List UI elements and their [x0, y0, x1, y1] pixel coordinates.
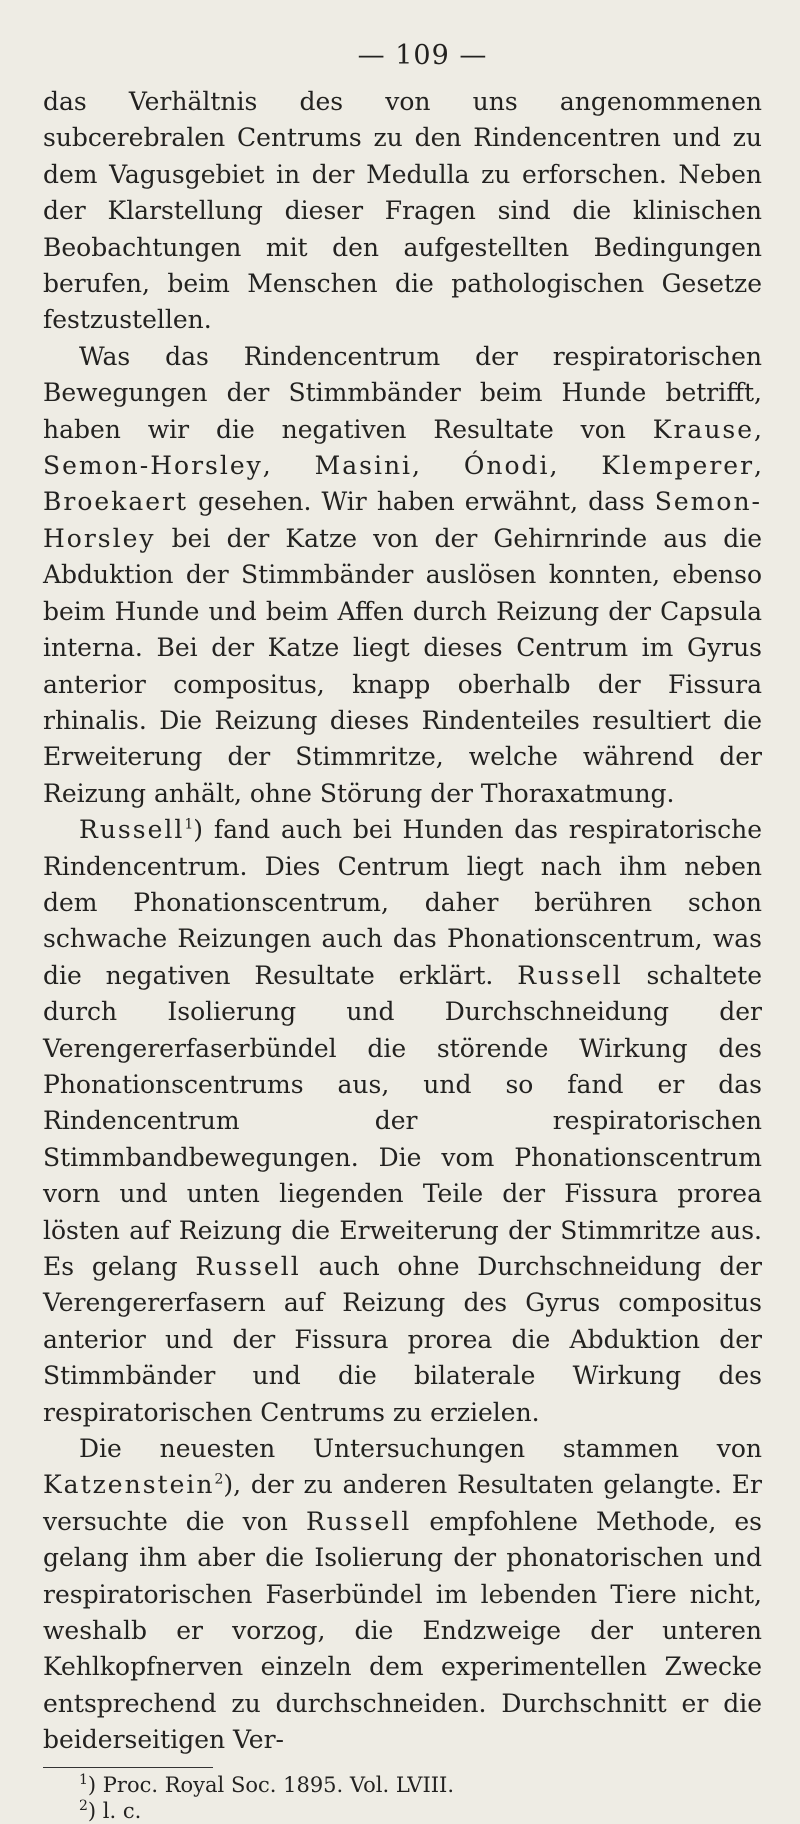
author-name: Katzenstein [43, 1470, 215, 1500]
paragraph [43, 339, 762, 812]
author-name: Semon-Horsley [43, 451, 263, 481]
footnote: $^2$) l. c. [79, 1797, 142, 1823]
paragraph [43, 1431, 762, 1759]
author-name: Russell [517, 960, 623, 990]
text-run: Was das Rindencentrum der respiratorischen Bewegungen der Stimmbänder beim Hunde betrifft, haben wir die negativen Resultate von [43, 341, 762, 444]
author-name: Broekaert [43, 487, 189, 517]
text-run: , [549, 451, 602, 481]
footnote-marker: $^1$) [184, 815, 204, 845]
footnote-text: Proc. Royal Soc. 1895. Vol. LVIII. [102, 1772, 455, 1797]
author-name: Masini [314, 451, 413, 481]
text-run: bei der Katze von der Gehirnrinde aus die Abduktion der Stimmbänder auslösen konnten, ebenso beim Hunde und beim Affen durch Reizung der Capsula interna. Bei der Katze liegt dieses Centrum im Gyrus anterior compositus, knapp oberhalb der Fissura rhinalis. Die Reizung dieses Rindenteiles resultiert die Erweiterung der Stimmritze, welche während der Reizung anhält, ohne Störung der Thoraxatmung. [43, 523, 762, 808]
author-name: Ónodi [463, 451, 550, 481]
text-run: auch ohne Durchschneidung der Verengererfasern auf Reizung des Gyrus compositus anterior und der Fissura prorea die Abduktion der Stimmbänder und die bilaterale Wirkung des respiratorischen Centrums zu erzielen. [43, 1252, 762, 1427]
footnote-mark: 1 [79, 1771, 88, 1788]
text-run: Die neuesten Untersuchungen stammen von [79, 1434, 762, 1464]
text-run: , [754, 414, 762, 444]
author-name: Semon-Horsley [43, 487, 762, 553]
text-run: empfohlene Methode, es gelang ihm aber die Isolierung der phonatorischen und respiratorischen Faserbündel im lebenden Tiere nicht, weshalb er vorzog, die Endzweige der unteren Kehlkopfnerven einzeln dem experimentellen Zwecke entsprechend zu durchschneiden. Durchschnitt er die beiderseitigen Ver- [43, 1506, 762, 1755]
page-number: — 109 — [357, 40, 488, 71]
text-run: das Verhältnis des von uns angenommenen subcerebralen Centrums zu den Rindencentren und zu dem Vagusgebiet in der Medulla zu erforschen. Neben der Klarstellung dieser Fragen sind die klinischen Beobachtungen mit den aufgestellten Bedingungen berufen, beim Menschen die pathologischen Gesetze festzustellen. [43, 87, 762, 335]
paragraph [43, 84, 762, 339]
footnote-mark: 2 [79, 1797, 88, 1814]
text-run: gesehen. Wir haben erwähnt, dass [188, 487, 655, 517]
footnote-rule [43, 1767, 213, 1768]
footnote-marker: $^2$) [214, 1470, 234, 1500]
author-name: Klemperer [601, 451, 755, 481]
body-text [43, 84, 762, 1759]
text-run: fand auch bei Hunden das respiratorische Rindencentrum. Dies Centrum liegt nach ihm neben dem Phonationscentrum, daher berühren schon schwache Reizungen auch das Phonationscentrum, was die negativen Resultate erklärt. [43, 815, 762, 990]
text-run: , der zu anderen Resultaten gelangte. Er versuchte die von [43, 1470, 762, 1536]
footnote-reference: 2 [214, 1472, 224, 1489]
footnotes [43, 1772, 762, 1824]
text-run: , [262, 451, 315, 481]
author-name: Russell [195, 1252, 301, 1281]
text-run: , [754, 451, 762, 481]
text-run: schaltete durch Isolierung und Durchschneidung der Verengererfaserbündel die störende Wirkung des Phonationscentrums aus, und so fand er das Rindencentrum der respiratorischen Stimmbandbewegungen. Die vom Phonationscentrum vorn und unten liegenden Teile der Fissura prorea lösten auf Reizung die Erweiterung der Stimmritze aus. Es gelang [43, 960, 762, 1281]
footnote: $^1$) Proc. Royal Soc. 1895. Vol. LVIII. [79, 1771, 455, 1797]
paragraph [43, 812, 762, 1431]
text-run: , [412, 451, 464, 481]
author-name: Krause [652, 414, 755, 444]
footnote-text: l. c. [102, 1798, 142, 1823]
footnote-reference: 1 [184, 816, 194, 833]
author-name: Russell [79, 815, 185, 845]
author-name: Russell [305, 1506, 412, 1536]
